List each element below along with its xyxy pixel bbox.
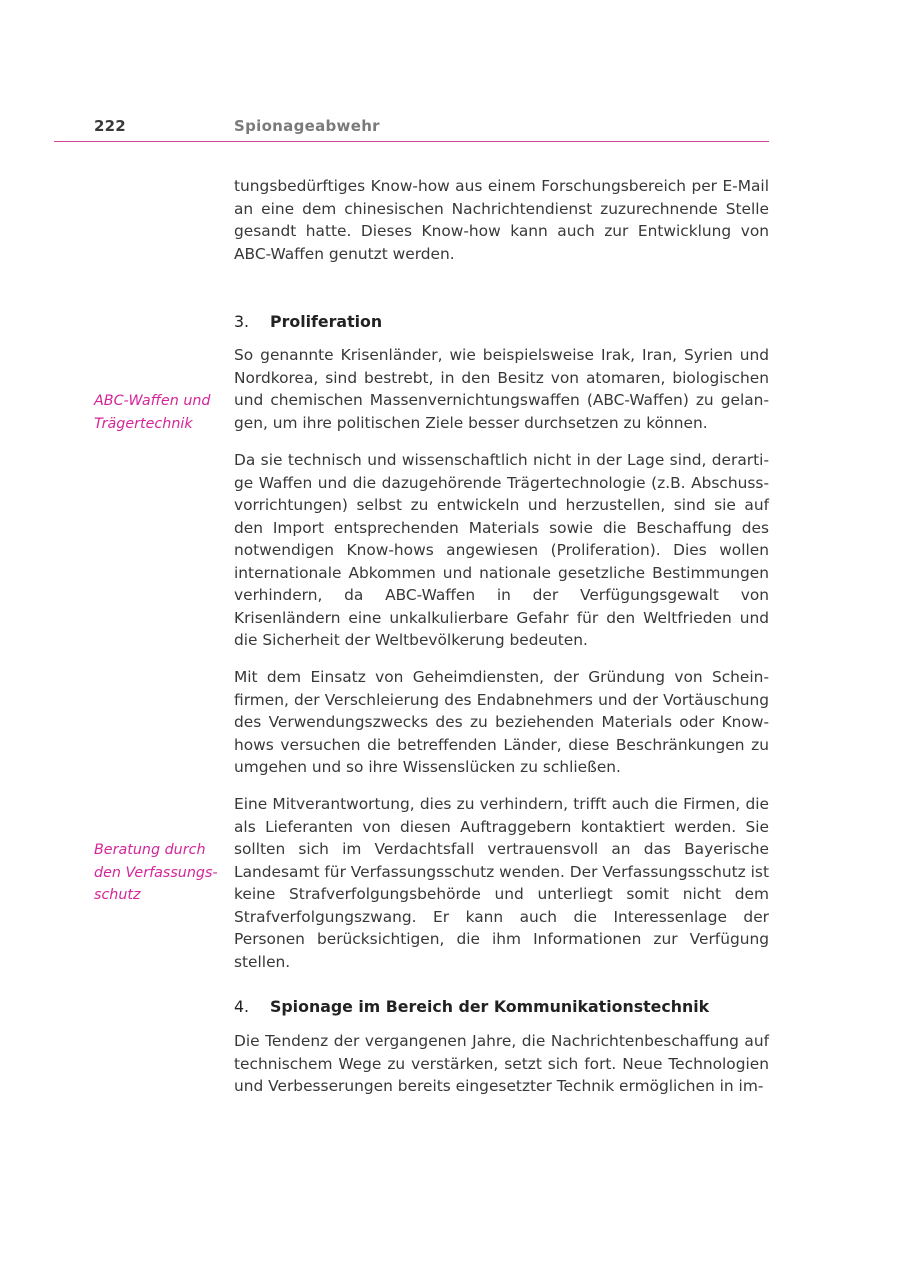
paragraph-continuation: tungsbedürftiges Know-how aus einem Forschungsbereich per E-Mail an eine dem chinesischen Nachrichtendienst zuzurechnende Stelle gesandt hatte. Dieses Know-how kann auch zur Entwicklung von ABC-Waffen genutzt werden.: [234, 177, 769, 263]
margin-note-abc-waffen: ABC-Waffen und Trägertechnik: [94, 393, 211, 432]
section-heading-proliferation: [234, 311, 769, 333]
page-number: 222: [94, 117, 126, 135]
header-rule: [54, 141, 769, 142]
running-title: Spionageabwehr: [234, 117, 380, 135]
section-number: 4.: [234, 997, 250, 1016]
paragraph-proliferation-import: Da sie technisch und wissenschaftlich nicht in der Lage sind, derartige Waffen und die dazugehörende Trägertechnologie (z.B. Abschussvorrichtungen) selbst zu entwickeln und herzustellen, sind sie auf den Import entsprechenden Materials sowie die Beschaffung des notwendigen Know-hows angewiesen (Proliferation). Dies wollen internationale Abkommen und nationale gesetzliche Bestimmungen verhindern, da ABC-Waffen in der Verfügungsgewalt von Krisenländern eine unkalkulierbare Gefahr für den Weltfrieden und die Sicherheit der Weltbevölkerung bedeuten.: [234, 451, 769, 649]
paragraph-geheimdienste: Mit dem Einsatz von Geheimdiensten, der Gründung von Scheinfirmen, der Verschleierung des Endabnehmers und der Vortäuschung des Verwendungszwecks des zu beziehenden Materials oder Know-hows versuchen die betreffenden Länder, diese Beschränkungen zu umgehen und so ihre Wissenslücken zu schließen.: [234, 668, 769, 776]
section-title: Proliferation: [270, 312, 383, 331]
paragraph-mitverantwortung: Eine Mitverantwortung, dies zu verhindern, trifft auch die Firmen, die als Lieferanten von diesen Auftraggebern kontaktiert werden. Sie sollten sich im Verdachtsfall vertrauensvoll an das Bayerische Landesamt für Verfassungsschutz wenden. Der Verfassungsschutz ist keine Strafverfolgungsbehörde und unterliegt somit nicht dem Strafverfolgungszwang. Er kann auch die Interessenlage der Personen berücksichtigen, die ihm Informationen zur Verfügung stellen.: [234, 795, 769, 971]
paragraph-krisenlaender: So genannte Krisenländer, wie beispielsweise Irak, Iran, Syrien und Nordkorea, sind bestrebt, in den Besitz von atomaren, biologischen und chemischen Massenvernichtungswaffen (ABC-Waffen) zu gelangen, um ihre politischen Ziele besser durchsetzen zu können.: [234, 346, 769, 432]
paragraph-tendenz: Die Tendenz der vergangenen Jahre, die Nachrichtenbeschaffung auf technischem Wege zu verstärken, setzt sich fort. Neue Technologien und Verbesserungen bereits eingesetzter Technik ermöglichen in im-: [234, 1032, 769, 1095]
section-heading-kommunikationstechnik: [234, 996, 769, 1018]
section-title: Spionage im Bereich der Kommunikationstechnik: [270, 997, 710, 1016]
section-number: 3.: [234, 312, 250, 331]
margin-note-beratung: Beratung durch den Verfassungsschutz: [94, 842, 218, 903]
